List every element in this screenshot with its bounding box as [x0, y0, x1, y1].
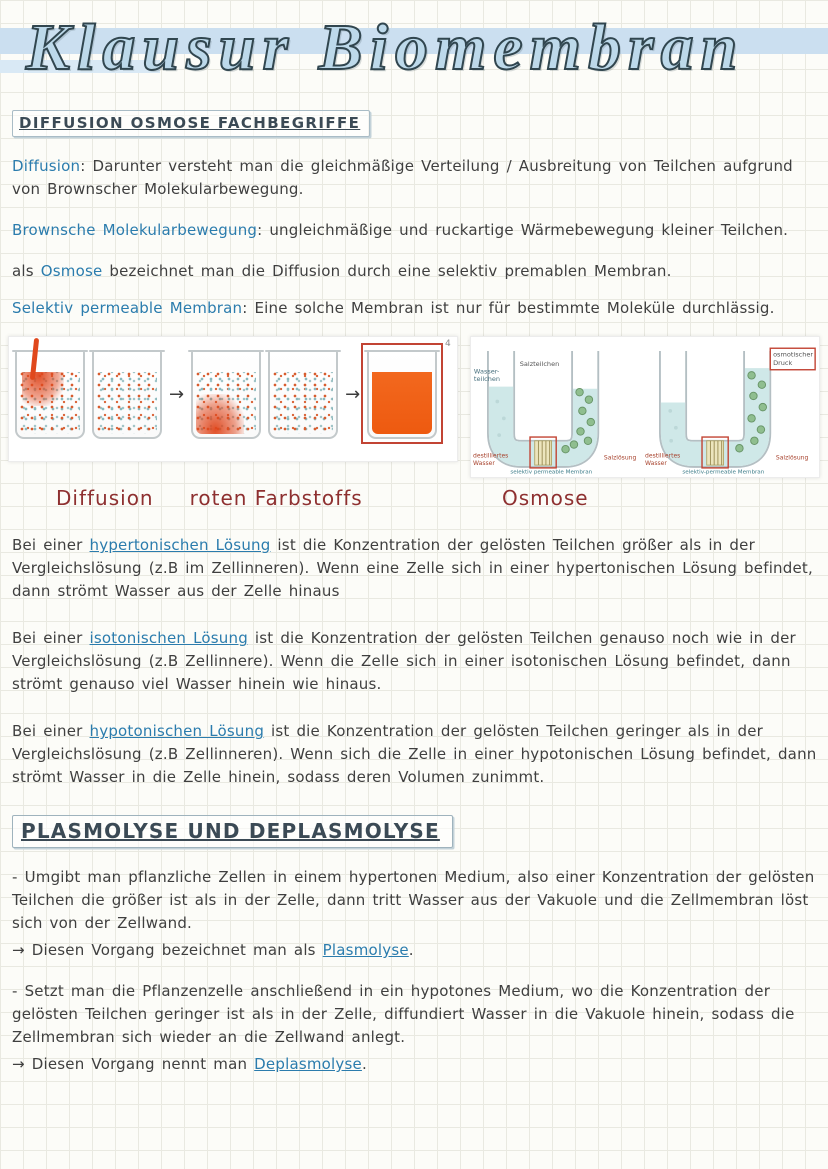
osmose-diffusion-word: Diffusion [272, 262, 341, 280]
label-salzloesung: Salzlösung [603, 454, 637, 462]
label-salzloesung: Salzlösung [775, 454, 809, 462]
label-dest-wasser-line1: destilliertes [472, 452, 509, 460]
beaker-water [20, 372, 80, 434]
water-particle [495, 400, 499, 404]
page-title: Klausur Biomembran [26, 11, 745, 84]
paragraph-hypertonic [12, 534, 818, 603]
beaker-fully-mixed [367, 351, 437, 439]
term-hypotonische-loesung: hypotonischen Lösung [89, 722, 265, 740]
beaker-water [97, 372, 157, 434]
term-diffusion: Diffusion [12, 157, 81, 175]
label-wasserteilchen-line1: Wasser- [473, 367, 500, 376]
arrow-icon: → [345, 384, 361, 405]
dye-cloud [22, 372, 64, 406]
section-heading-fachbegriffe: DIFFUSION OSMOSE FACHBEGRIFFE [12, 110, 370, 137]
plasmolyse-arrow-pre: → Diesen Vorgang bezeichnet man als [12, 941, 323, 959]
label-membran: selektiv-permeable Membran [682, 469, 765, 476]
beaker-speckled-2 [268, 351, 338, 439]
brownsche-definition-text: : ungleichmäßige und ruckartige Wärmebewegung kleiner Teilchen. [257, 221, 789, 239]
beaker-speckled-1 [92, 351, 162, 439]
beaker-water [273, 372, 333, 434]
diffusion-caption [8, 486, 460, 510]
water-particle [669, 439, 673, 443]
page-header [0, 0, 828, 102]
term-hypertonische-loesung: hypertonischen Lösung [89, 536, 271, 554]
osmose-mid-text: bezeichnet man die [102, 262, 273, 280]
section-heading-plasmolyse: PLASMOLYSE UND DEPLASMOLYSE [12, 815, 453, 848]
plasmolyse-arrow-post: . [408, 941, 414, 959]
label-dest-wasser-line2: Wasser [472, 460, 495, 468]
paragraph-selektiv-definition [12, 297, 818, 320]
paragraph-deplasmolyse-conclusion [12, 1053, 818, 1076]
hypertonic-pre: Bei einer [12, 536, 90, 554]
label-salzteilchen: Salzteilchen [519, 360, 560, 368]
section-plasmolyse [0, 789, 828, 1076]
isotonic-text: ist die Konzentration der gelösten Teilchen genauso noch wie in der Vergleichslösung (z.B Zellinnere). Wenn die Zelle sich in einer isotonischen Lösung befindet, dann strömt genauso viel Wasser hinein wie hinaus. [12, 629, 796, 693]
paragraph-hypotonic [12, 720, 818, 789]
hypotonic-pre: Bei einer [12, 722, 90, 740]
label-membran: selektiv permeable Membran [510, 469, 592, 476]
label-wasserteilchen-line2: teilchen [473, 374, 500, 383]
beaker-dye-mixing [191, 351, 261, 439]
figure-row [8, 336, 820, 478]
figure-corner-number: 4 [445, 339, 451, 349]
hypertonic-text: ist die Konzentration der gelösten Teilchen größer als in der Vergleichslösung (z.B im Zellinneren). Wenn eine Zelle sich in einer hypertonischen Lösung befindet, dann strömt Wasser aus der Zelle hinaus [12, 536, 813, 600]
osmosis-figure [470, 336, 820, 478]
term-isotonische-loesung: isotonischen Lösung [89, 629, 248, 647]
arrow-icon: → [169, 384, 185, 405]
osmosis-utube-before [473, 339, 645, 479]
membrane [534, 441, 551, 465]
water-particle [502, 416, 506, 420]
term-osmose: Osmose [40, 262, 103, 280]
beaker-sequence [15, 351, 453, 439]
beaker-water [372, 372, 432, 434]
paragraph-plasmolyse-conclusion [12, 939, 818, 962]
selektiv-definition-text: : Eine solche Membran ist nur für bestimmte Moleküle durchlässig. [242, 299, 775, 317]
osmose-post-text: durch eine selektiv premablen Membran. [340, 262, 672, 280]
diffusion-definition-text: : Darunter versteht man die gleichmäßige Verteilung / Ausbreitung von Teilchen aufgrund von Brownscher Molekularbewegung. [12, 157, 793, 198]
membrane [706, 441, 723, 465]
section1-heading-row [0, 102, 828, 137]
paragraph-isotonic [12, 627, 818, 696]
plasmolyse-text: - Umgibt man pflanzliche Zellen in einem hypertonen Medium, also einer Konzentration der gelösten Teilchen die größer ist als in der Zelle, dann tritt Wasser aus der Vakuole und die Zellmembran löst sich von der Zellwand. [12, 868, 815, 932]
beaker-water [196, 372, 256, 434]
paragraph-diffusion-definition [12, 155, 818, 201]
dye-blob [196, 394, 244, 434]
deplasmolyse-arrow-post: . [361, 1055, 367, 1073]
label-osmotischer-druck-line1: osmotischer [772, 350, 813, 359]
term-selektiv-permeable-membran: Selektiv permeable Membran [12, 299, 243, 317]
diffusion-figure [8, 336, 458, 462]
paragraph-brownsche-definition [12, 219, 818, 242]
term-brownsche-molekularbewegung: Brownsche Molekularbewegung [12, 221, 258, 239]
osmose-pre-text: als [12, 262, 41, 280]
paragraph-plasmolyse [12, 866, 818, 935]
water-particle [674, 426, 678, 430]
water-particle [497, 433, 501, 437]
isotonic-pre: Bei einer [12, 629, 90, 647]
section2-heading-row [0, 789, 828, 848]
term-plasmolyse: Plasmolyse [322, 941, 409, 959]
label-dest-wasser-line2: Wasser [644, 460, 667, 468]
water-particle [668, 409, 672, 413]
deplasmolyse-arrow-pre: → Diesen Vorgang nennt man [12, 1055, 255, 1073]
label-dest-wasser-line1: destilliertes [644, 452, 681, 460]
hypotonic-text: ist die Konzentration der gelösten Teilchen geringer als in der Vergleichslösung (z.B Zellinneren). Wenn sich die Zelle in einer hypotonischen Lösung befindet, dann strömt Wasser in die Zelle hinein, sodass deren Volumen zunimmt. [12, 722, 817, 786]
term-deplasmolyse: Deplasmolyse [254, 1055, 362, 1073]
figure-captions [8, 486, 820, 510]
beaker-dye-pouring [15, 351, 85, 439]
label-osmotischer-druck-line2: Druck [772, 359, 793, 368]
paragraph-osmose-definition [12, 260, 818, 283]
osmosis-utube-after [645, 339, 817, 479]
osmose-caption: Osmose [502, 486, 589, 510]
diffusion-caption-word2: roten Farbstoffs [189, 486, 363, 510]
diffusion-caption-word1: Diffusion [56, 486, 154, 510]
paragraph-deplasmolyse [12, 980, 818, 1049]
deplasmolyse-text: - Setzt man die Pflanzenzelle anschließend in ein hypotones Medium, wo die Konzentration der gelösten Teilchen geringer ist als in der Zelle, diffundiert Wasser in die Vakuole hinein, sodass die Zellmembran sich wieder an die Zellwand anlegt. [12, 982, 795, 1046]
